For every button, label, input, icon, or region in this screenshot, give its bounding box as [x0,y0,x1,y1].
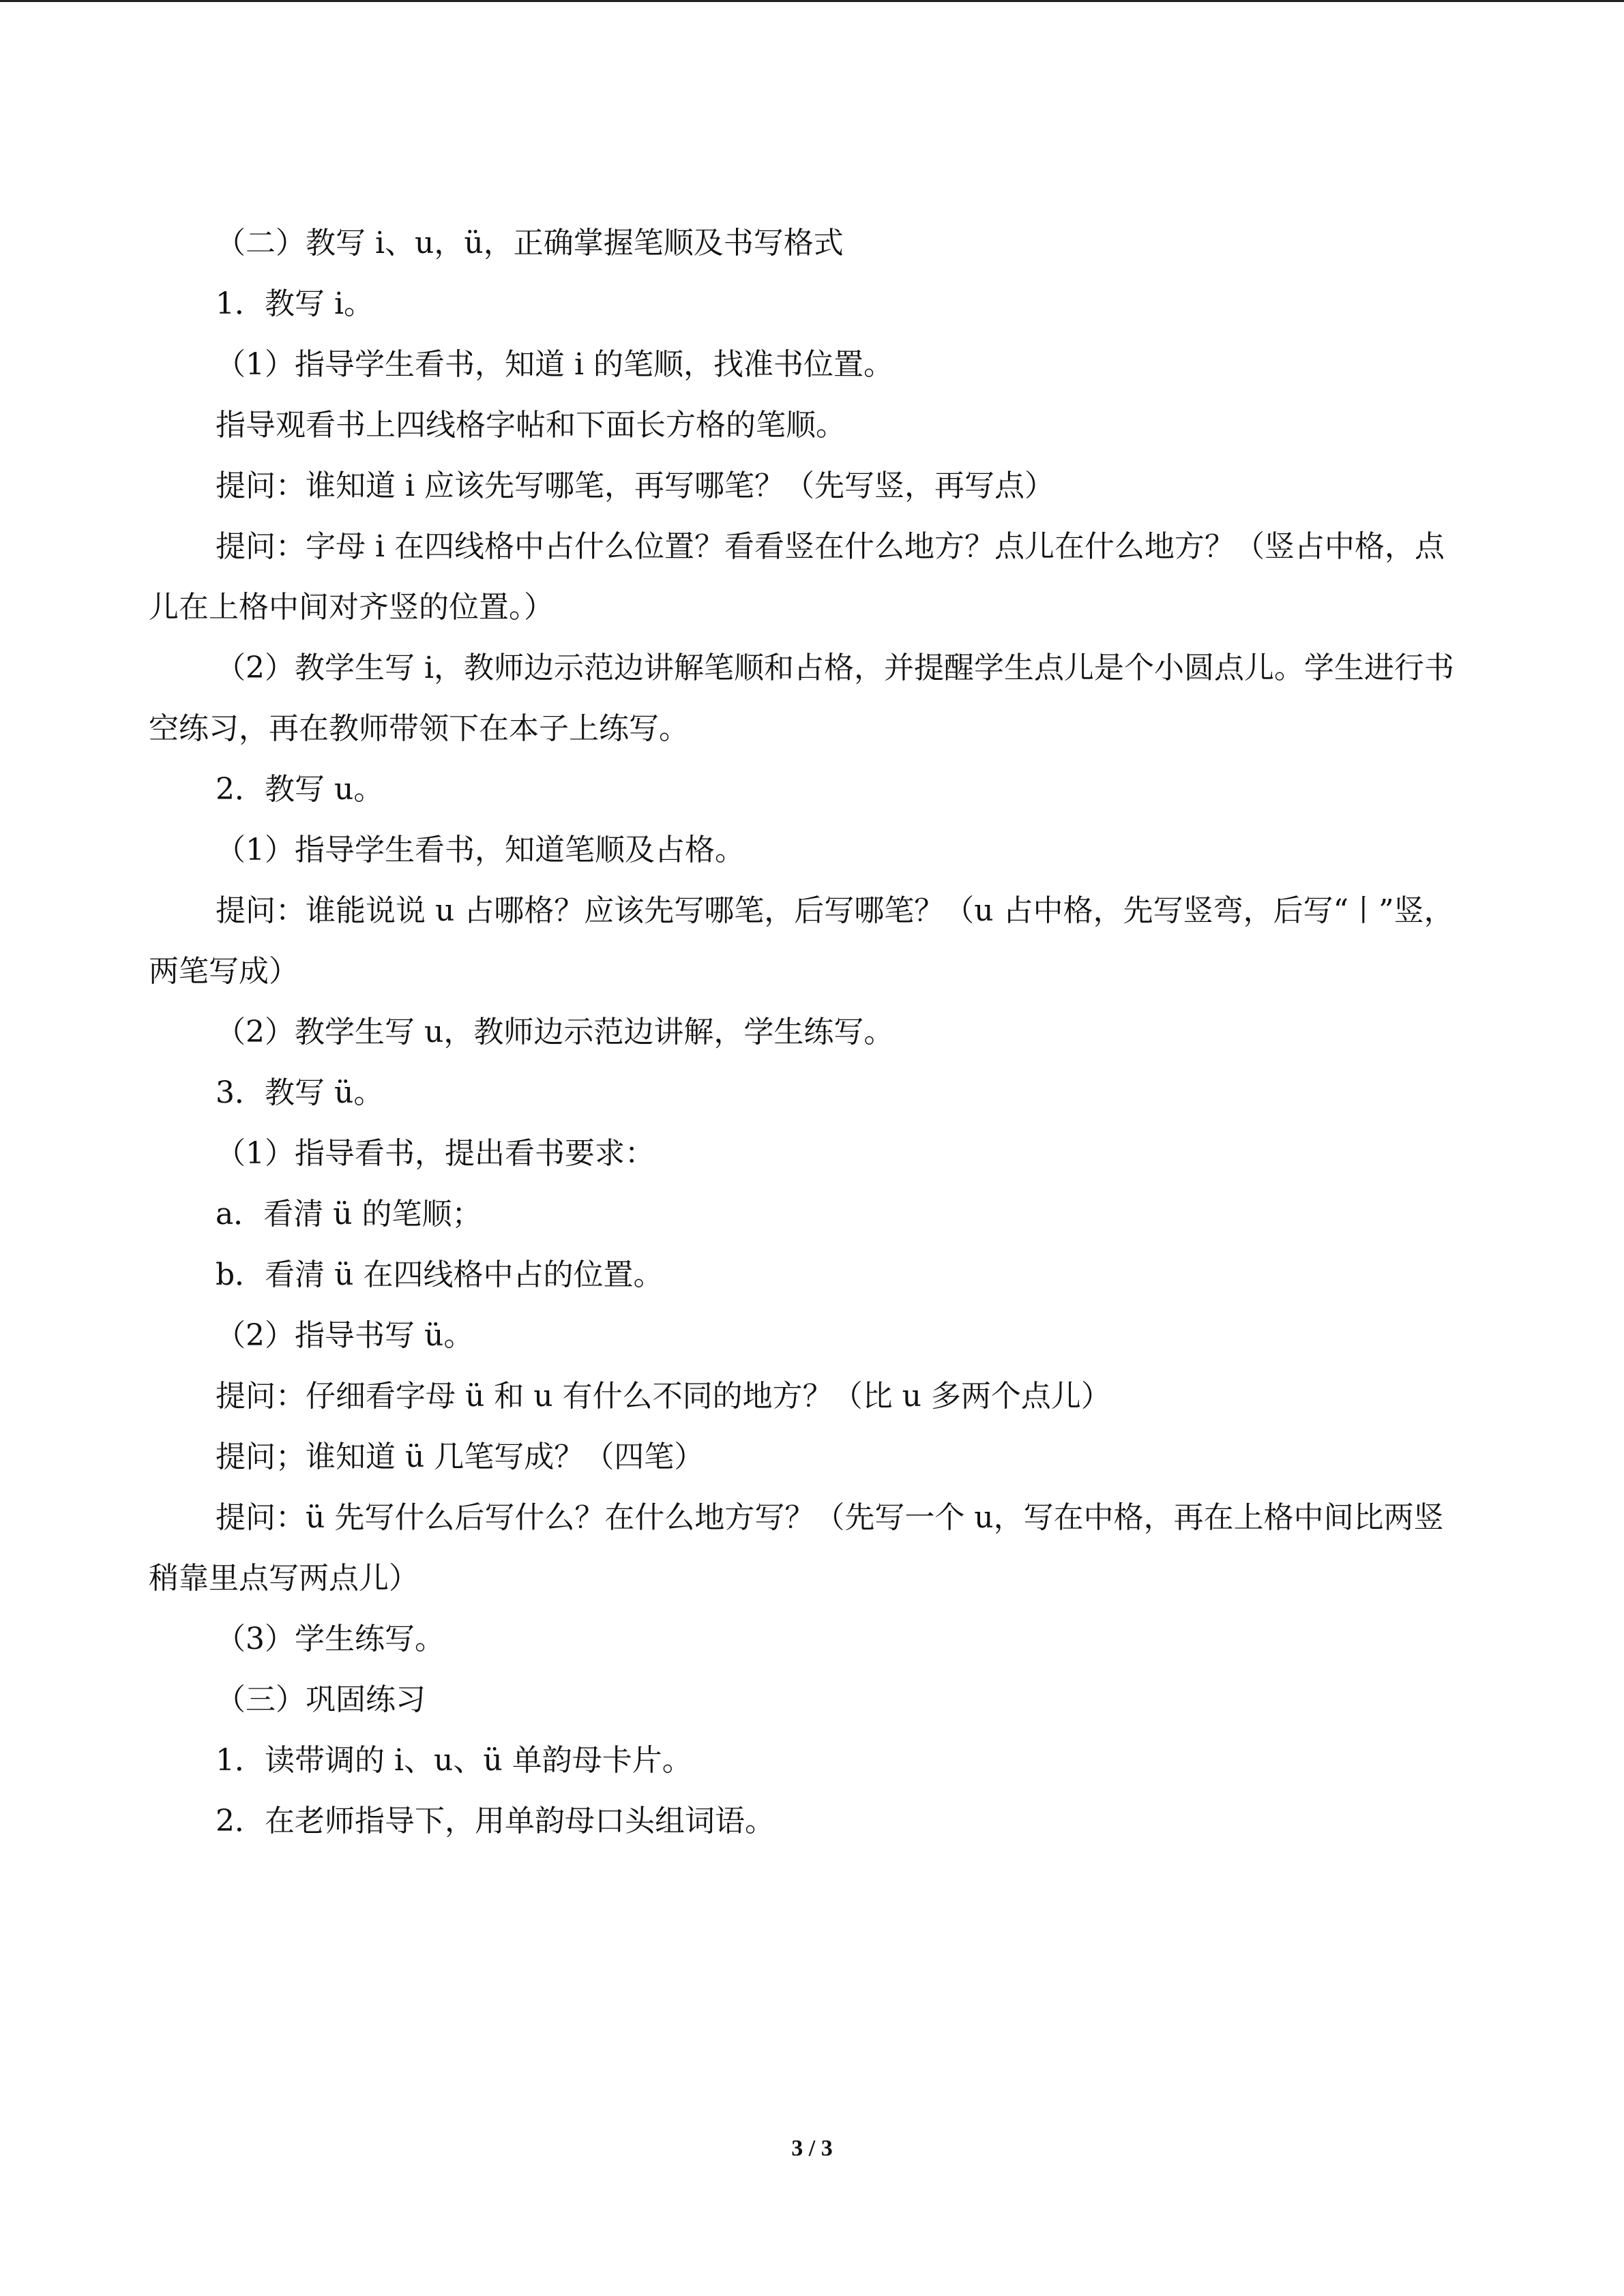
paragraph: （1）指导学生看书，知道 i 的笔顺，找准书位置。 [216,347,894,382]
list-item: 1．读带调的 i、u、ü 单韵母卡片。 [216,1743,692,1778]
question-paragraph: 提问：谁能说说 u 占哪格？应该先写哪笔，后写哪笔？（u 占中格，先写竖弯，后写“丨”竖，两笔写成） [149,893,1454,989]
paragraph: 指导观看书上四线格字帖和下面长方格的笔顺。 [216,408,846,443]
question-paragraph: 提问：ü 先写什么后写什么？在什么地方写？（先写一个 u，写在中格，再在上格中间比两竖稍靠里点写两点儿） [149,1500,1444,1596]
paragraph: （2）指导书写 ü。 [216,1318,474,1353]
paragraph: （2）教学生写 u，教师边示范边讲解，学生练写。 [216,1015,894,1049]
paragraph: （2）教学生写 i，教师边示范边讲解笔顺和占格，并提醒学生点儿是个小圆点儿。学生进行书空练习，再在教师带领下在本子上练写。 [149,651,1455,746]
question-paragraph: 提问：谁知道 i 应该先写哪笔，再写哪笔？（先写竖，再写点） [216,468,1055,503]
section-heading-practice: （三）巩固练习 [216,1682,426,1717]
question-paragraph: 提问：仔细看字母 ü 和 u 有什么不同的地方？（比 u 多两个点儿） [216,1379,1111,1414]
step-heading-u-umlaut: 3．教写 ü。 [216,1075,384,1110]
list-item: b．看清 ü 在四线格中占的位置。 [216,1257,664,1292]
list-item: a．看清 ü 的笔顺； [216,1197,482,1232]
section-heading-writing: （二）教写 i、u，ü，正确掌握笔顺及书写格式 [216,226,844,260]
document-body [149,213,1472,1851]
step-heading-u: 2．教写 u。 [216,772,384,807]
top-border-line [0,0,1624,2]
question-paragraph: 提问；谁知道 ü 几笔写成？（四笔） [216,1440,705,1474]
paragraph: （1）指导看书，提出看书要求： [216,1136,655,1171]
question-paragraph: 提问：字母 i 在四线格中占什么位置？看看竖在什么地方？点儿在什么地方？（竖占中格，点儿在上格中间对齐竖的位置。） [149,529,1445,625]
page-number: 3 / 3 [791,2136,833,2161]
paragraph: （3）学生练写。 [216,1622,445,1656]
list-item: 2．在老师指导下，用单韵母口头组词语。 [216,1804,775,1838]
step-heading-i: 1．教写 i。 [216,286,374,321]
paragraph: （1）指导学生看书，知道笔顺及占格。 [216,833,745,867]
